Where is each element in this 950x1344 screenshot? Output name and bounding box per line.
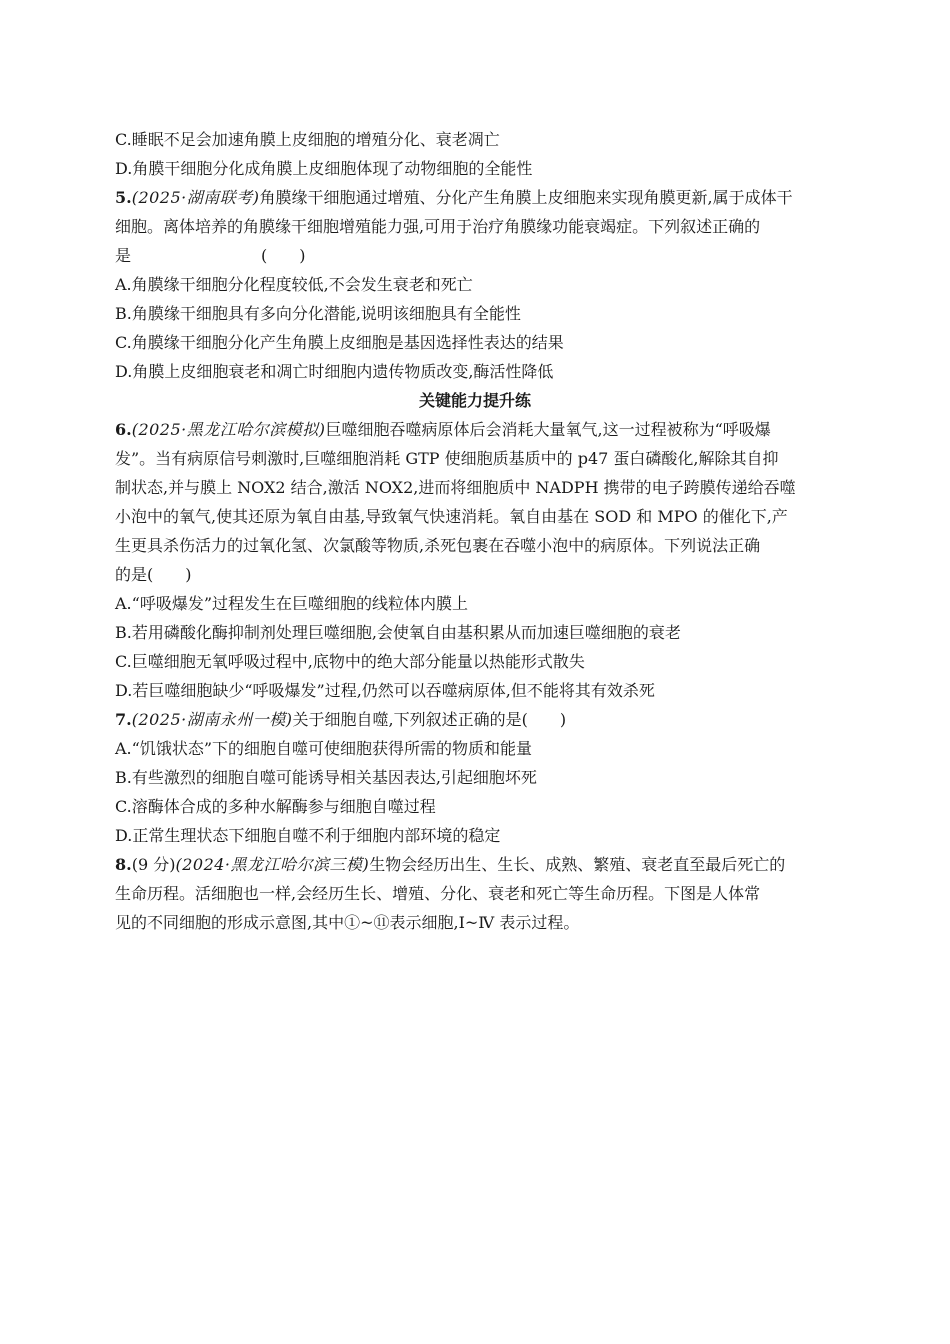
q7-option-c: C.溶酶体合成的多种水解酶参与细胞自噬过程 bbox=[115, 797, 436, 816]
q6-stem-line-2: 发”。当有病原信号刺激时,巨噬细胞消耗 GTP 使细胞质基质中的 p47 蛋白磷酸化,解除其自抑 bbox=[115, 449, 779, 468]
q7-number: 7. bbox=[115, 710, 132, 729]
q6-option-c: C.巨噬细胞无氧呼吸过程中,底物中的绝大部分能量以热能形式散失 bbox=[115, 652, 585, 671]
q8-stem-line-1 bbox=[115, 850, 835, 879]
q5-stem-line-2: 细胞。离体培养的角膜缘干细胞增殖能力强,可用于治疗角膜缘功能衰竭症。下列叙述正确的 bbox=[115, 217, 761, 236]
q7-stem-line bbox=[115, 705, 835, 734]
q4-option-c: C.睡眠不足会加速角膜上皮细胞的增殖分化、衰老凋亡 bbox=[115, 130, 500, 149]
q6-stem-line-3: 制状态,并与膜上 NOX2 结合,激活 NOX2,进而将细胞质中 NADPH 携带的电子跨膜传递给吞噬 bbox=[115, 478, 796, 497]
q7-option-a: A.“饥饿状态”下的细胞自噬可使细胞获得所需的物质和能量 bbox=[115, 739, 533, 758]
q7-stem: 关于细胞自噬,下列叙述正确的是( ) bbox=[292, 710, 567, 729]
q5-source: (2025·湖南联考) bbox=[131, 188, 260, 207]
q7-option-d: D.正常生理状态下细胞自噬不利于细胞内部环境的稳定 bbox=[115, 826, 501, 845]
q4-option-d: D.角膜干细胞分化成角膜上皮细胞体现了动物细胞的全能性 bbox=[115, 159, 533, 178]
q6-option-d: D.若巨噬细胞缺少“呼吸爆发”过程,仍然可以吞噬病原体,但不能将其有效杀死 bbox=[115, 681, 655, 700]
q5-option-d: D.角膜上皮细胞衰老和凋亡时细胞内遗传物质改变,酶活性降低 bbox=[115, 362, 554, 381]
q8-source: (2024·黑龙江哈尔滨三模) bbox=[175, 855, 370, 874]
question-5 bbox=[115, 183, 835, 386]
q8-number: 8. bbox=[115, 855, 132, 874]
question-8 bbox=[115, 850, 835, 937]
q5-option-a: A.角膜缘干细胞分化程度较低,不会发生衰老和死亡 bbox=[115, 275, 473, 294]
q7-option-b: B.有些激烈的细胞自噬可能诱导相关基因表达,引起细胞坏死 bbox=[115, 768, 537, 787]
q6-stem-line-1 bbox=[115, 415, 835, 444]
q5-stem-line-3 bbox=[115, 241, 835, 270]
q5-stem-line-1 bbox=[115, 183, 835, 212]
q5-stem-1: 角膜缘干细胞通过增殖、分化产生角膜上皮细胞来实现角膜更新,属于成体干 bbox=[259, 188, 793, 207]
q6-source: (2025·黑龙江哈尔滨模拟) bbox=[131, 420, 326, 439]
question-7 bbox=[115, 705, 835, 850]
q6-stem-line-4: 小泡中的氧气,使其还原为氧自由基,导致氧气快速消耗。氧自由基在 SOD 和 MPO 的催化下,产 bbox=[115, 507, 788, 526]
q5-option-c: C.角膜缘干细胞分化产生角膜上皮细胞是基因选择性表达的结果 bbox=[115, 333, 564, 352]
q5-option-b: B.角膜缘干细胞具有多向分化潜能,说明该细胞具有全能性 bbox=[115, 304, 521, 323]
q8-points: (9 分) bbox=[131, 855, 176, 874]
q5-number: 5. bbox=[115, 188, 132, 207]
q6-stem-line-6: 的是( ) bbox=[115, 565, 192, 584]
q6-stem-1: 巨噬细胞吞噬病原体后会消耗大量氧气,这一过程被称为“呼吸爆 bbox=[325, 420, 771, 439]
q8-stem-line-3: 见的不同细胞的形成示意图,其中①~⑪表示细胞,Ⅰ~Ⅳ 表示过程。 bbox=[115, 913, 580, 932]
q5-answer-bracket: ( ) bbox=[261, 246, 306, 265]
q6-option-b: B.若用磷酸化酶抑制剂处理巨噬细胞,会使氧自由基积累从而加速巨噬细胞的衰老 bbox=[115, 623, 681, 642]
document-page bbox=[115, 125, 835, 937]
q6-option-a: A.“呼吸爆发”过程发生在巨噬细胞的线粒体内膜上 bbox=[115, 594, 469, 613]
section-title: 关键能力提升练 bbox=[418, 391, 531, 410]
q8-stem-line-2: 生命历程。活细胞也一样,会经历生长、增殖、分化、衰老和死亡等生命历程。下图是人体常 bbox=[115, 884, 761, 903]
q5-stem-3: 是 bbox=[115, 246, 132, 265]
q8-stem-1: 生物会经历出生、生长、成熟、繁殖、衰老直至最后死亡的 bbox=[369, 855, 786, 874]
question-6 bbox=[115, 415, 835, 705]
q6-stem-line-5: 生更具杀伤活力的过氧化氢、次氯酸等物质,杀死包裹在吞噬小泡中的病原体。下列说法正确 bbox=[115, 536, 761, 555]
q6-number: 6. bbox=[115, 420, 132, 439]
q7-source: (2025·湖南永州一模) bbox=[131, 710, 293, 729]
